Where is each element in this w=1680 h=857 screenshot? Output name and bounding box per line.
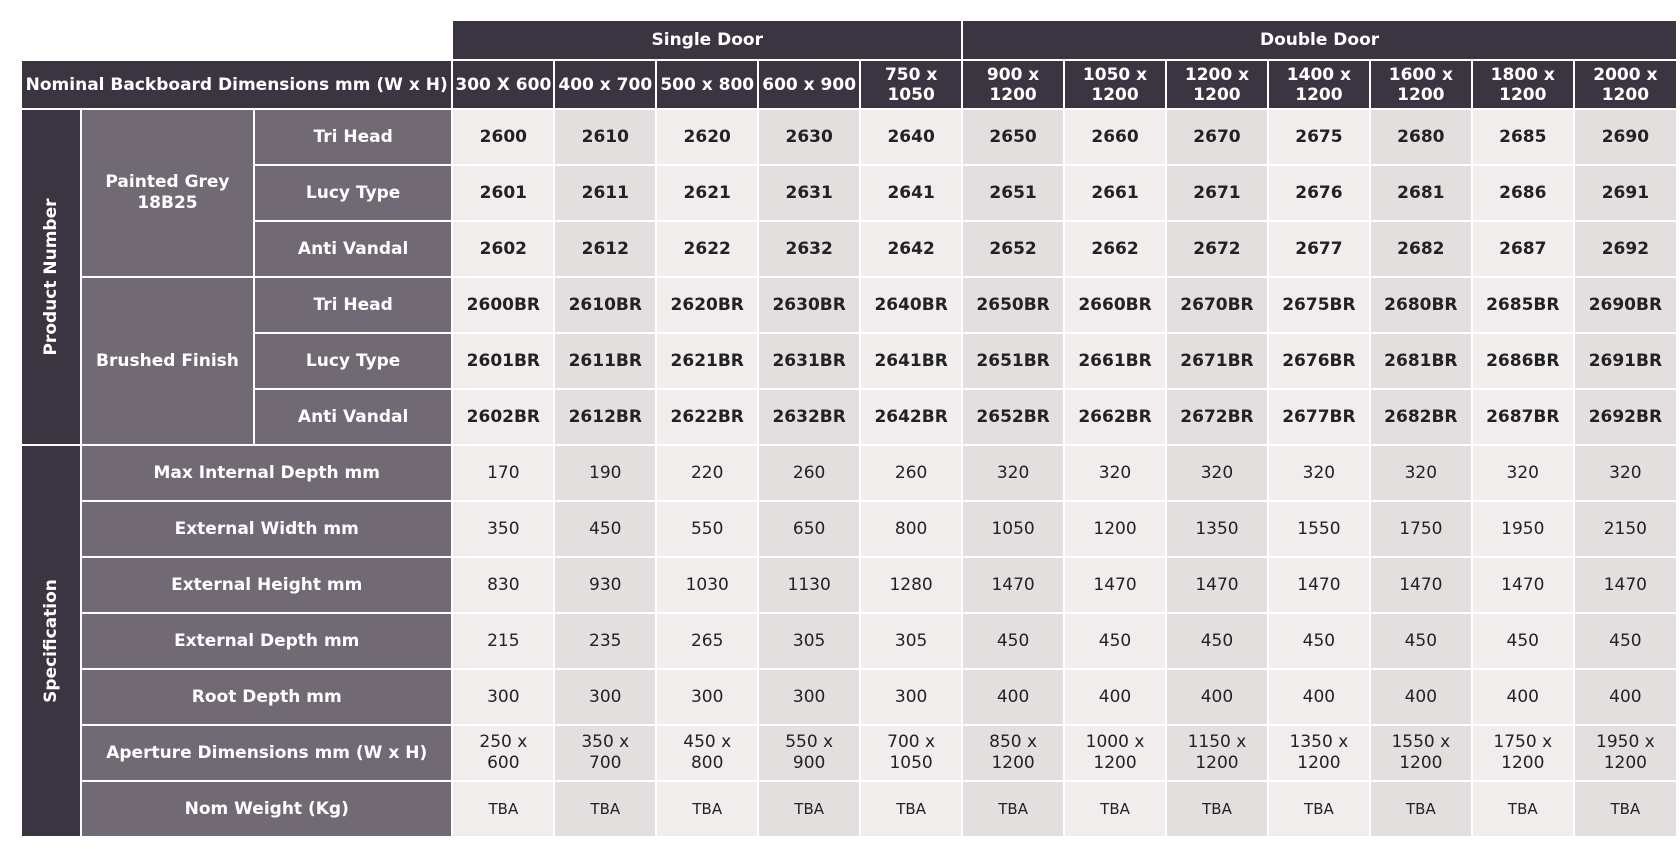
- table-cell: TBA: [1064, 781, 1166, 837]
- size-header: 1800 x 1200: [1472, 60, 1574, 109]
- table-cell: 2601BR: [452, 333, 554, 389]
- size-header: 1600 x 1200: [1370, 60, 1472, 109]
- size-header: 1200 x 1200: [1166, 60, 1268, 109]
- spec-row-label: Aperture Dimensions mm (W x H): [81, 725, 452, 781]
- table-cell: 2611BR: [554, 333, 656, 389]
- table-cell: 2622: [656, 221, 758, 277]
- spec-row-label: External Depth mm: [81, 613, 452, 669]
- table-cell: 170: [452, 445, 554, 501]
- table-cell: 1030: [656, 557, 758, 613]
- table-cell: 320: [1166, 445, 1268, 501]
- table-cell: 1470: [1166, 557, 1268, 613]
- table-cell: 2672BR: [1166, 389, 1268, 445]
- table-cell: 320: [1574, 445, 1677, 501]
- table-cell: 2681BR: [1370, 333, 1472, 389]
- lock-type-label: Lucy Type: [254, 333, 453, 389]
- finish-group-label: Brushed Finish: [81, 277, 254, 445]
- table-body: [21, 20, 1677, 837]
- table-cell: 1470: [1268, 557, 1370, 613]
- table-cell: 2682BR: [1370, 389, 1472, 445]
- table-cell: 2651: [962, 165, 1064, 221]
- spec-row-label: Root Depth mm: [81, 669, 452, 725]
- table-cell: 350: [452, 501, 554, 557]
- table-cell: 1950 x 1200: [1574, 725, 1677, 781]
- table-cell: 1000 x 1200: [1064, 725, 1166, 781]
- table-cell: 2687BR: [1472, 389, 1574, 445]
- table-cell: 1550 x 1200: [1370, 725, 1472, 781]
- table-cell: 1470: [1574, 557, 1677, 613]
- lock-type-label: Anti Vandal: [254, 221, 453, 277]
- table-cell: 1350 x 1200: [1268, 725, 1370, 781]
- table-cell: 2691: [1574, 165, 1677, 221]
- lock-type-label: Tri Head: [254, 109, 453, 165]
- table-cell: 235: [554, 613, 656, 669]
- table-cell: 2650BR: [962, 277, 1064, 333]
- table-cell: 2640: [860, 109, 962, 165]
- table-cell: 2672: [1166, 221, 1268, 277]
- table-cell: 265: [656, 613, 758, 669]
- specification-label: Specification: [41, 579, 62, 703]
- table-cell: 2632: [758, 221, 860, 277]
- table-row: [21, 165, 1677, 221]
- table-cell: 2686: [1472, 165, 1574, 221]
- spec-row-label: Nom Weight (Kg): [81, 781, 452, 837]
- section-label-product-number: [21, 109, 81, 445]
- table-cell: TBA: [656, 781, 758, 837]
- table-cell: 830: [452, 557, 554, 613]
- table-cell: 2601: [452, 165, 554, 221]
- table-cell: 1200: [1064, 501, 1166, 557]
- finish-group-label: Painted Grey 18B25: [81, 109, 254, 277]
- table-cell: 450: [554, 501, 656, 557]
- table-cell: 2612BR: [554, 389, 656, 445]
- table-row: [21, 109, 1677, 165]
- table-cell: 1050: [962, 501, 1064, 557]
- table-cell: 2631: [758, 165, 860, 221]
- table-cell: 1280: [860, 557, 962, 613]
- table-cell: 450: [1166, 613, 1268, 669]
- table-cell: 450: [1064, 613, 1166, 669]
- table-cell: 320: [1268, 445, 1370, 501]
- spec-row-label: Max Internal Depth mm: [81, 445, 452, 501]
- size-header: 1050 x 1200: [1064, 60, 1166, 109]
- size-header: 500 x 800: [656, 60, 758, 109]
- table-cell: 2690BR: [1574, 277, 1677, 333]
- table-row: [21, 445, 1677, 501]
- table-row: [21, 221, 1677, 277]
- table-cell: TBA: [1268, 781, 1370, 837]
- table-cell: 300: [758, 669, 860, 725]
- table-cell: 1750: [1370, 501, 1472, 557]
- table-cell: 2681: [1370, 165, 1472, 221]
- table-cell: 400: [1574, 669, 1677, 725]
- table-cell: 300: [656, 669, 758, 725]
- table-cell: 2676BR: [1268, 333, 1370, 389]
- table-cell: 2692: [1574, 221, 1677, 277]
- table-cell: 400: [1472, 669, 1574, 725]
- table-cell: TBA: [1370, 781, 1472, 837]
- table-cell: 450 x 800: [656, 725, 758, 781]
- table-cell: 2600BR: [452, 277, 554, 333]
- table-cell: TBA: [962, 781, 1064, 837]
- table-cell: 2660: [1064, 109, 1166, 165]
- dimensions-header-row: [21, 60, 1677, 109]
- table-cell: TBA: [1166, 781, 1268, 837]
- table-cell: 2677BR: [1268, 389, 1370, 445]
- table-cell: 2671: [1166, 165, 1268, 221]
- table-cell: 2675BR: [1268, 277, 1370, 333]
- table-cell: 400: [1166, 669, 1268, 725]
- table-cell: 400: [1064, 669, 1166, 725]
- table-cell: 400: [1268, 669, 1370, 725]
- spec-row-label: External Width mm: [81, 501, 452, 557]
- table-cell: 300: [452, 669, 554, 725]
- table-cell: 2621BR: [656, 333, 758, 389]
- table-cell: 2682: [1370, 221, 1472, 277]
- table-row: [21, 501, 1677, 557]
- table-cell: 2632BR: [758, 389, 860, 445]
- table-cell: 2600: [452, 109, 554, 165]
- table-cell: 2610BR: [554, 277, 656, 333]
- table-cell: 2630: [758, 109, 860, 165]
- table-cell: TBA: [1472, 781, 1574, 837]
- size-header: 2000 x 1200: [1574, 60, 1677, 109]
- table-cell: 2641BR: [860, 333, 962, 389]
- table-cell: 550 x 900: [758, 725, 860, 781]
- table-row: [21, 389, 1677, 445]
- table-cell: TBA: [1574, 781, 1677, 837]
- table-cell: 2690: [1574, 109, 1677, 165]
- table-cell: TBA: [452, 781, 554, 837]
- table-cell: 190: [554, 445, 656, 501]
- table-cell: TBA: [758, 781, 860, 837]
- table-cell: 800: [860, 501, 962, 557]
- table-cell: 215: [452, 613, 554, 669]
- table-cell: 1550: [1268, 501, 1370, 557]
- table-cell: 450: [1370, 613, 1472, 669]
- table-cell: 2685BR: [1472, 277, 1574, 333]
- table-row: [21, 557, 1677, 613]
- table-cell: 2691BR: [1574, 333, 1677, 389]
- table-cell: 2670BR: [1166, 277, 1268, 333]
- table-cell: 2620BR: [656, 277, 758, 333]
- table-cell: 1470: [962, 557, 1064, 613]
- table-cell: 2622BR: [656, 389, 758, 445]
- table-cell: 2662: [1064, 221, 1166, 277]
- dimension-header-label: Nominal Backboard Dimensions mm (W x H): [21, 60, 452, 109]
- table-cell: 450: [1574, 613, 1677, 669]
- table-cell: 550: [656, 501, 758, 557]
- size-header: 300 X 600: [452, 60, 554, 109]
- table-cell: 260: [860, 445, 962, 501]
- table-cell: 2661: [1064, 165, 1166, 221]
- product-number-label: Product Number: [41, 198, 62, 356]
- size-header: 600 x 900: [758, 60, 860, 109]
- table-row: [21, 277, 1677, 333]
- lock-type-label: Tri Head: [254, 277, 453, 333]
- table-cell: 1470: [1064, 557, 1166, 613]
- table-row: [21, 333, 1677, 389]
- table-cell: 320: [1370, 445, 1472, 501]
- table-cell: 2661BR: [1064, 333, 1166, 389]
- table-cell: 2680: [1370, 109, 1472, 165]
- size-header: 750 x 1050: [860, 60, 962, 109]
- table-cell: 1470: [1370, 557, 1472, 613]
- table-cell: 930: [554, 557, 656, 613]
- table-cell: 2620: [656, 109, 758, 165]
- table-cell: 2641: [860, 165, 962, 221]
- table-cell: 2687: [1472, 221, 1574, 277]
- backboard-spec-table: [20, 19, 1678, 838]
- table-cell: TBA: [860, 781, 962, 837]
- table-cell: TBA: [554, 781, 656, 837]
- table-cell: 700 x 1050: [860, 725, 962, 781]
- table-cell: 2670: [1166, 109, 1268, 165]
- table-cell: 2642BR: [860, 389, 962, 445]
- table-cell: 2602: [452, 221, 554, 277]
- spec-row-label: External Height mm: [81, 557, 452, 613]
- table-cell: 2642: [860, 221, 962, 277]
- blank-corner: [21, 20, 452, 60]
- table-cell: 450: [1268, 613, 1370, 669]
- table-cell: 2652BR: [962, 389, 1064, 445]
- table-cell: 2676: [1268, 165, 1370, 221]
- table-cell: 650: [758, 501, 860, 557]
- door-group-header-row: [21, 20, 1677, 60]
- group-header-double-door: Double Door: [962, 20, 1677, 60]
- table-cell: 2671BR: [1166, 333, 1268, 389]
- table-cell: 1470: [1472, 557, 1574, 613]
- table-cell: 300: [860, 669, 962, 725]
- table-cell: 2652: [962, 221, 1064, 277]
- section-label-specification: [21, 445, 81, 837]
- table-cell: 2685: [1472, 109, 1574, 165]
- table-cell: 400: [1370, 669, 1472, 725]
- table-cell: 2680BR: [1370, 277, 1472, 333]
- table-row: [21, 725, 1677, 781]
- table-cell: 2610: [554, 109, 656, 165]
- size-header: 400 x 700: [554, 60, 656, 109]
- table-cell: 1350: [1166, 501, 1268, 557]
- table-cell: 2651BR: [962, 333, 1064, 389]
- table-cell: 2677: [1268, 221, 1370, 277]
- table-cell: 2611: [554, 165, 656, 221]
- table-cell: 2150: [1574, 501, 1677, 557]
- table-cell: 850 x 1200: [962, 725, 1064, 781]
- table-cell: 2602BR: [452, 389, 554, 445]
- table-cell: 1750 x 1200: [1472, 725, 1574, 781]
- table-cell: 450: [1472, 613, 1574, 669]
- table-row: [21, 781, 1677, 837]
- size-header: 900 x 1200: [962, 60, 1064, 109]
- table-cell: 305: [860, 613, 962, 669]
- table-cell: 2692BR: [1574, 389, 1677, 445]
- table-cell: 2612: [554, 221, 656, 277]
- table-cell: 320: [1064, 445, 1166, 501]
- table-cell: 2640BR: [860, 277, 962, 333]
- size-header: 1400 x 1200: [1268, 60, 1370, 109]
- table-cell: 1150 x 1200: [1166, 725, 1268, 781]
- table-cell: 1130: [758, 557, 860, 613]
- table-cell: 220: [656, 445, 758, 501]
- table-cell: 400: [962, 669, 1064, 725]
- lock-type-label: Lucy Type: [254, 165, 453, 221]
- table-cell: 320: [1472, 445, 1574, 501]
- lock-type-label: Anti Vandal: [254, 389, 453, 445]
- table-row: [21, 669, 1677, 725]
- table-row: [21, 613, 1677, 669]
- table-cell: 320: [962, 445, 1064, 501]
- table-cell: 2650: [962, 109, 1064, 165]
- table-cell: 2660BR: [1064, 277, 1166, 333]
- table-cell: 1950: [1472, 501, 1574, 557]
- table-cell: 2686BR: [1472, 333, 1574, 389]
- table-cell: 260: [758, 445, 860, 501]
- table-cell: 2621: [656, 165, 758, 221]
- group-header-single-door: Single Door: [452, 20, 962, 60]
- table-cell: 2675: [1268, 109, 1370, 165]
- table-cell: 2662BR: [1064, 389, 1166, 445]
- table-cell: 250 x 600: [452, 725, 554, 781]
- table-cell: 300: [554, 669, 656, 725]
- table-cell: 2630BR: [758, 277, 860, 333]
- table-cell: 305: [758, 613, 860, 669]
- table-cell: 2631BR: [758, 333, 860, 389]
- table-cell: 350 x 700: [554, 725, 656, 781]
- table-cell: 450: [962, 613, 1064, 669]
